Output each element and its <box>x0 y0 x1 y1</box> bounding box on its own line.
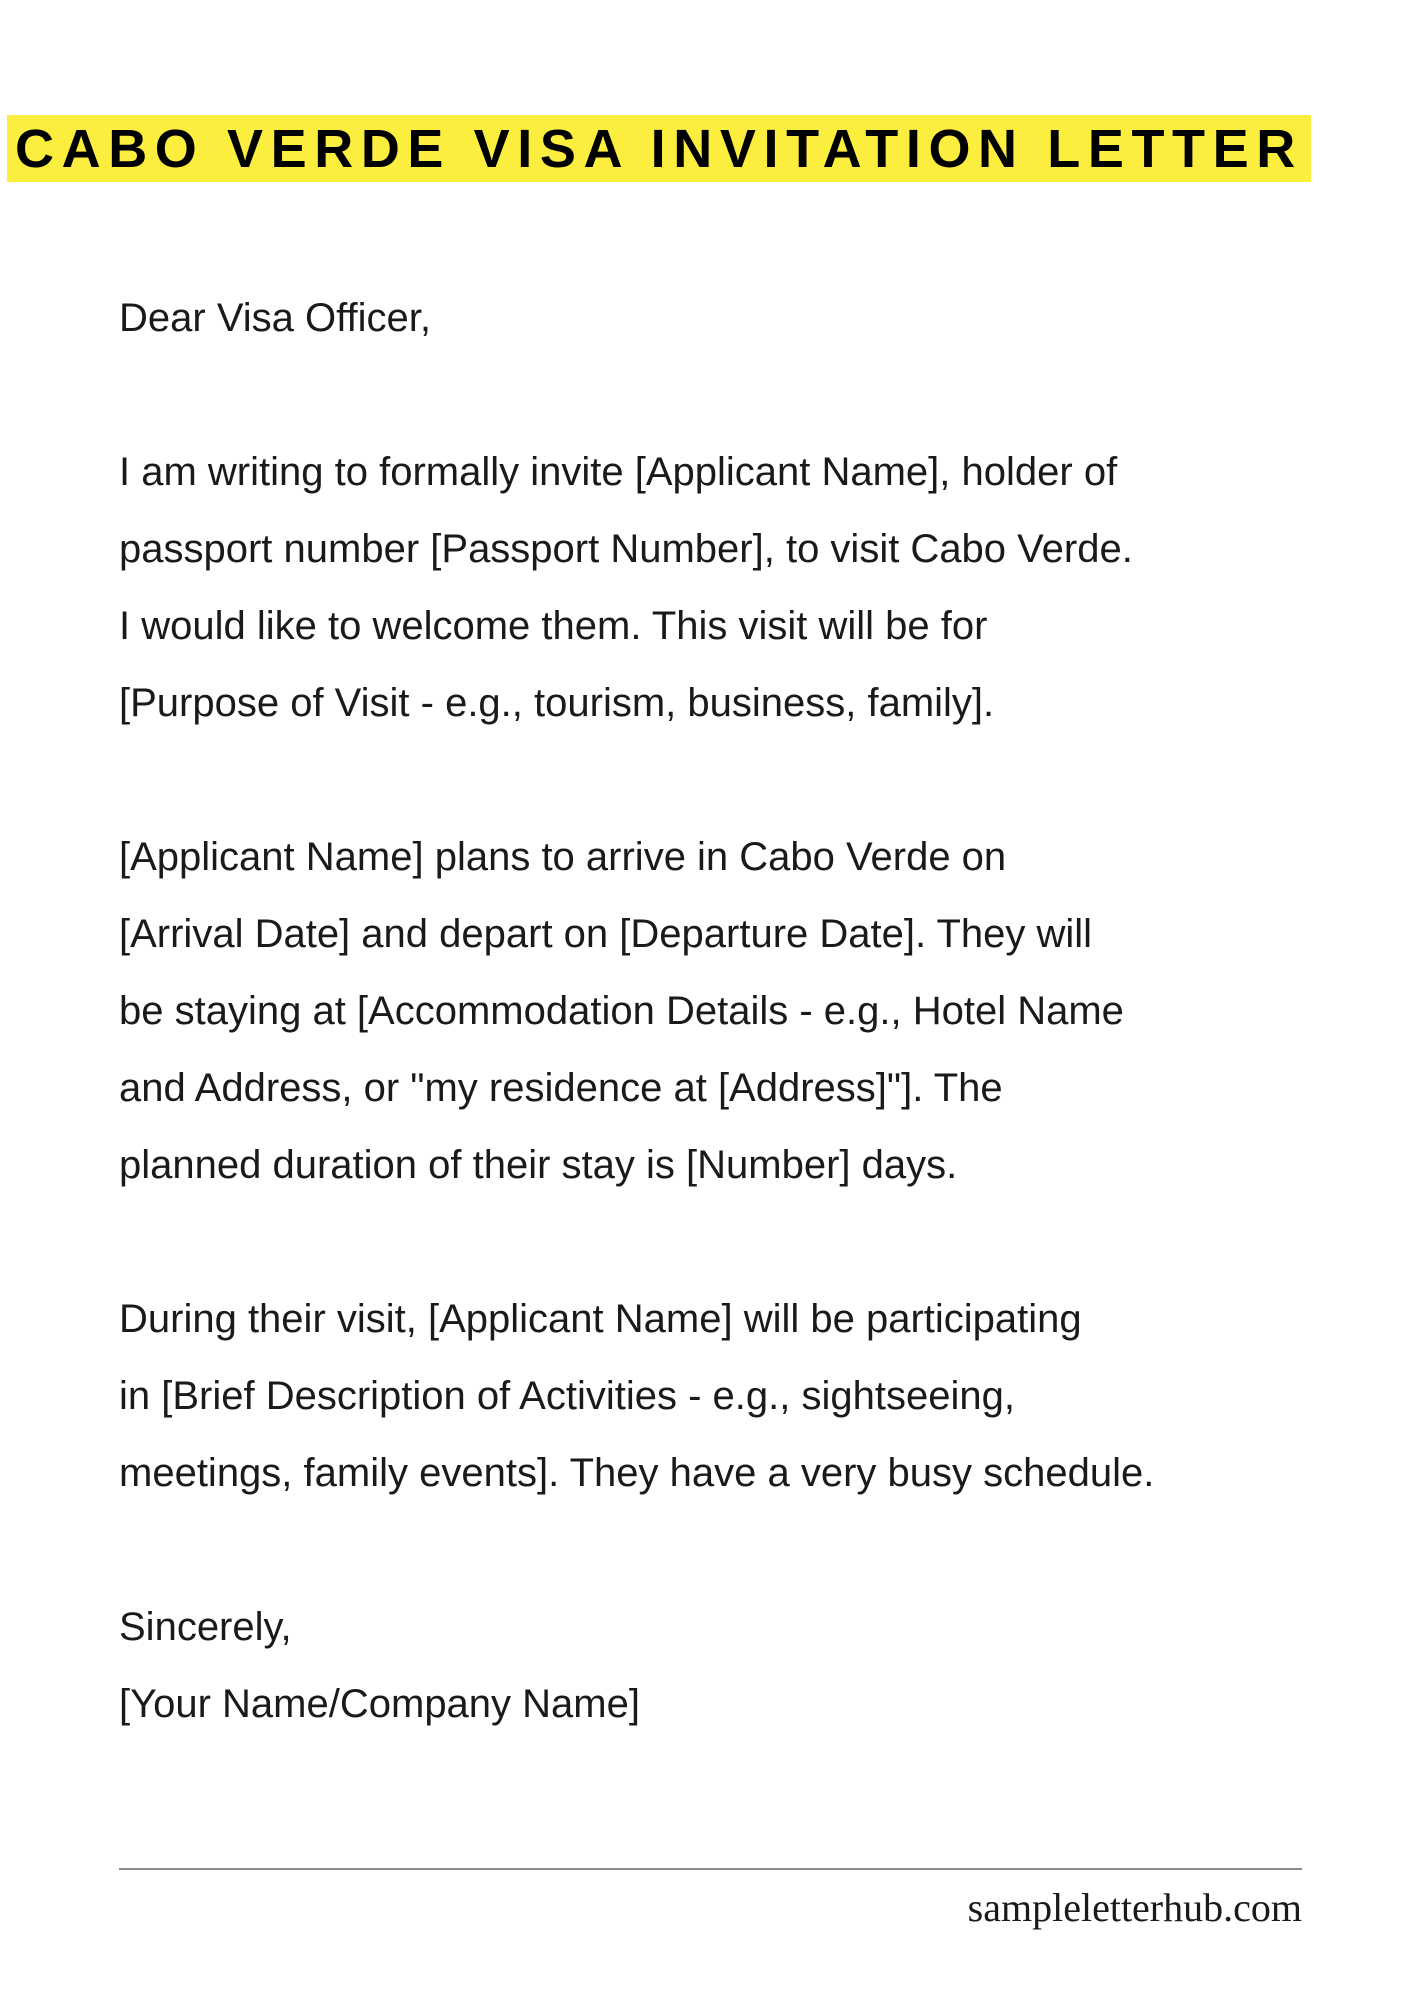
letter-body <box>119 280 1379 1743</box>
salutation <box>119 280 1379 357</box>
paragraph-gap <box>119 1512 1379 1589</box>
paragraph-2-line: [Applicant Name] plans to arrive in Cabo Verde on <box>119 835 1007 879</box>
paragraph-2-line: and Address, or "my residence at [Address]"]. The <box>119 1066 1003 1110</box>
paragraph-gap <box>119 742 1379 819</box>
title-highlight <box>7 115 1311 182</box>
paragraph-3-line: in [Brief Description of Activities - e.g., sightseeing, <box>119 1374 1015 1418</box>
paragraph-2-line: be staying at [Accommodation Details - e.g., Hotel Name <box>119 989 1124 1033</box>
paragraph-3 <box>119 1281 1379 1512</box>
paragraph-1-line: [Purpose of Visit - e.g., tourism, business, family]. <box>119 681 995 725</box>
paragraph-2-line: [Arrival Date] and depart on [Departure Date]. They will <box>119 912 1093 956</box>
paragraph-3-line: During their visit, [Applicant Name] will be participating <box>119 1297 1082 1341</box>
paragraph-gap <box>119 1204 1379 1281</box>
closing-block <box>119 1589 1379 1743</box>
paragraph-2-line: planned duration of their stay is [Number] days. <box>119 1143 958 1187</box>
letter-title: CABO VERDE VISA INVITATION LETTER <box>15 118 1303 179</box>
paragraph-1-line: passport number [Passport Number], to visit Cabo Verde. <box>119 527 1133 571</box>
paragraph-1 <box>119 434 1379 742</box>
paragraph-2 <box>119 819 1379 1204</box>
paragraph-1-line: I would like to welcome them. This visit will be for <box>119 604 988 648</box>
footer-divider <box>119 1868 1302 1870</box>
closing-text: Sincerely, <box>119 1605 292 1649</box>
footer-site: sampleletterhub.com <box>967 1885 1302 1930</box>
paragraph-1-line: I am writing to formally invite [Applicant Name], holder of <box>119 450 1118 494</box>
paragraph-gap <box>119 357 1379 434</box>
paragraph-3-line: meetings, family events]. They have a very busy schedule. <box>119 1451 1155 1495</box>
salutation-text: Dear Visa Officer, <box>119 296 431 340</box>
signature-placeholder: [Your Name/Company Name] <box>119 1682 640 1726</box>
